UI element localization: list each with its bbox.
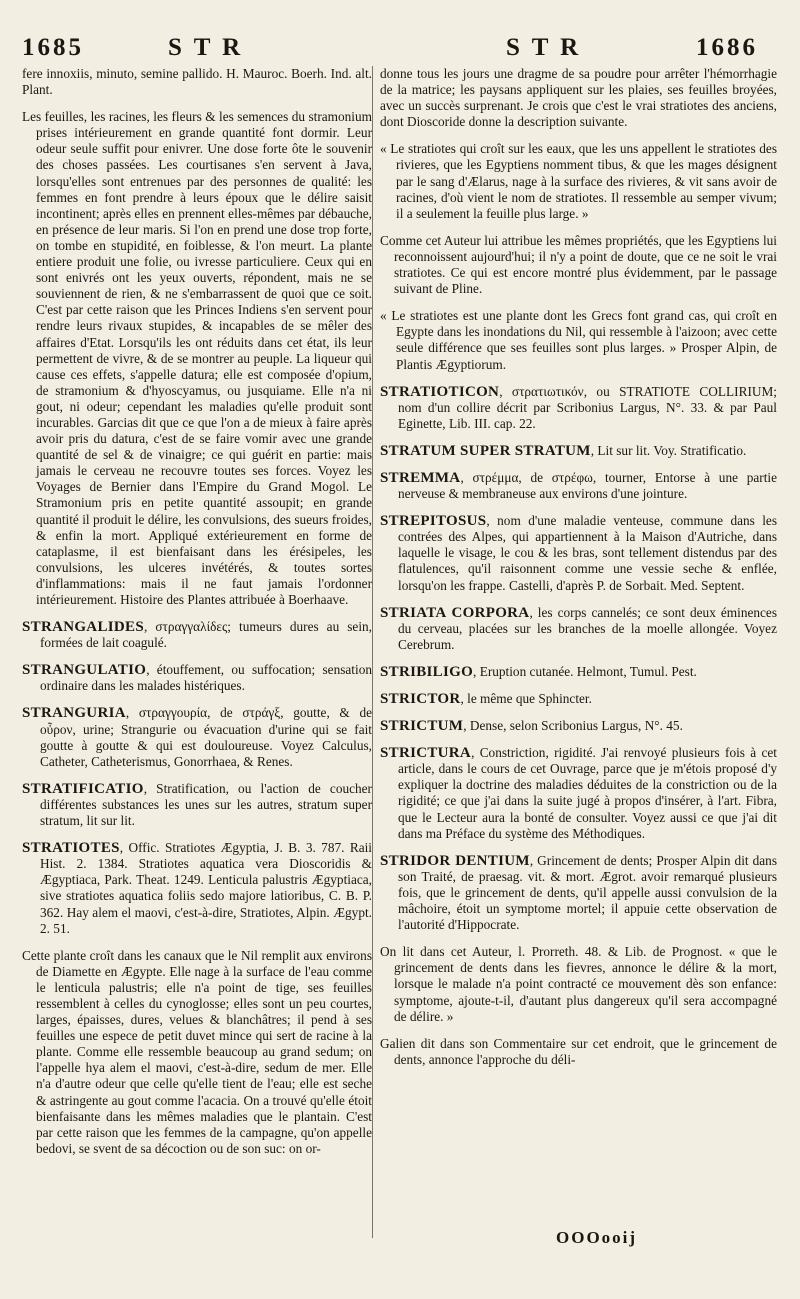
dictionary-entry xyxy=(380,513,777,593)
dictionary-entry xyxy=(380,718,777,734)
quoted-passage: « Le stratiotes qui croît sur les eaux, que les uns appellent le stratiotes des rivieres, que les Egyptiens nomment tibus, & que les mages désignent par le sang d'Ælarus, nage à la surface des rivieres, & vit sans avoir de racines, d'où vient le nom de stratiotes. Il ressemble au semper vivum; il a seulement la feuille plus large. » xyxy=(380,141,777,221)
body-paragraph: On lit dans cet Auteur, l. Prorreth. 48. & Lib. de Prognost. « que le grincement de dents dans les fievres, annonce le délire & la mort, lorsque le malade n'a point contracté ce mouvement dès son enfance: symptome, ajoute-t-il, d'autant plus dangereux qu'il sera accompagné de délire. » xyxy=(380,944,777,1024)
right-column xyxy=(380,66,777,1079)
entry-definition: , le même que Sphincter. xyxy=(460,691,592,706)
entry-headword: STRICTUM xyxy=(380,718,464,735)
entry-headword: STRATIFICATIO xyxy=(22,780,144,797)
entry-headword: STRATUM SUPER STRATUM xyxy=(380,442,591,459)
entry-definition: , Stratification, ou l'action de coucher différentes substances les unes sur les autres, stratum super stratum, lit sur lit. xyxy=(40,780,372,829)
quoted-passage: « Le stratiotes est une plante dont les Grecs font grand cas, qui croît en Egypte dans les inondations du Nil, qui ressemble à l'aizoon; avec cette seule différence que ses feuilles sont plus larges. » Prosper Alpin, de Plantis Ægyptiorum. xyxy=(380,308,777,372)
running-head-left: S T R xyxy=(168,34,244,61)
entry-definition: , Dense, selon Scribonius Largus, N°. 45. xyxy=(463,718,683,734)
continued-text: donne tous les jours une dragme de sa poudre pour arrêter l'hémorrhagie de la matrice; les paysans appliquent sur les plaies, ses feuilles broyées, avec un succès surprenant. Je crois que c'est le vrai stratiotes des anciens, dont Dioscoride donne la description suivante. xyxy=(380,66,777,130)
entry-definition: , στρατιωτικόν, ou STRATIOTE COLLIRIUM; nom d'un collire décrit par Scribonius Largus, N°. 33. & par Paul Eginette, Lib. III. cap. 22. xyxy=(398,383,777,431)
entry-headword: STREPITOSUS xyxy=(380,513,487,530)
left-column xyxy=(22,66,372,1168)
entry-definition: , στραγγαλίδες; tumeurs dures au sein, formées de lait coagulé. xyxy=(40,619,372,651)
entry-headword: STRICTOR xyxy=(380,691,461,707)
dictionary-entry xyxy=(22,840,372,937)
entry-definition: , Eruption cutanée. Helmont, Tumul. Pest. xyxy=(473,663,697,679)
entry-definition: , Constriction, rigidité. J'ai renvoyé plusieurs fois à cet article, dans le cours de cet Ouvrage, parce que je m'étois proposé d'y expliquer la doctrine des maladies déduites de la constriction ou de la rigidité; ce que j'ai dans la suite jugé à propos d'insérer, à l'art. Fibra, que le Lecteur aura la bonté de consulter. Voyez aussi ce que j'ai dit dans ma Préface du système des Méthodiques. xyxy=(398,745,777,841)
entry-headword: STRIATA CORPORA xyxy=(380,604,530,621)
entry-headword: STRICTURA xyxy=(380,745,472,762)
running-head-right: S T R xyxy=(506,34,582,61)
dictionary-entry xyxy=(380,443,777,459)
body-paragraph: Les feuilles, les racines, les fleurs & les semences du stramonium prises intérieurement en grande quantité font dormir. Leur odeur seule suffit pour enivrer. Une dose forte ôte le souvenir des choses passées. Les courtisanes s'en servent à Java, lorsqu'elles sont entrenues par des personnes de qualité: les femmes en font prendre à leurs époux que le délire saisit incontinent; après elles en prennent elles-mêmes par débauche, en présence de leur maris. Si l'on en prend une dose trop forte, on tombe en stupidité, en foiblesse, & l'on meurt. La plante entiere produit une folie, ou ivresse particuliere. Ceux qui en sont enivrés ont les yeux ouverts, répondent, mais ne se souviennent de rien, & ne s'embarrassent de quoi que ce soit. C'est par cette raison que les Princes Indiens s'en servent pour rendre leurs rivaux stupides, & incapables de se mêler des affaires d'Etat. Lorsqu'ils les ont réduits dans cet état, ils leur permettent de vivre, & de se montrer au peuple. La liqueur qui cause ces effets, s'appelle datura; elle est composée d'opium, de stramonium & d'hyoscyamus, ou jusquiame. Elle n'a ni gout, ni odeur; cependant les maladies qu'elle produit sont incurables. Garcias dit que ce que l'on a de mieux à faire après avoir pris du datura, c'est de se faire vomir avec une grande quantité de sel & de vinaigre; ce qui guérit en partie: mais jamais le cerveau ne recouvre toutes ses forces. Voyez les Voyages de Bernier dans l'Empire du Grand Mogol. Le Stramonium pris en petite quantité assoupit; en grande quantité il produit le délire, les convulsions, des sueurs froides, & enfin la mort. Appliqué extérieurement en forme de cataplasme, il est bienfaisant dans les érésipeles, les convulsions, les ulceres invétérés, & toutes sortes d'inflammations: mais il ne faut jamais l'ordonner intérieurement. Histoire des Plantes attribuée à Boerhaave. xyxy=(22,109,372,607)
continued-text: fere innoxiis, minuto, semine pallido. H. Mauroc. Boerh. Ind. alt. Plant. xyxy=(22,66,372,98)
dictionary-entry xyxy=(22,662,372,694)
dictionary-entry xyxy=(22,619,372,651)
column-divider xyxy=(372,66,373,1238)
entry-headword: STRIBILIGO xyxy=(380,663,474,680)
dictionary-entry xyxy=(380,605,777,653)
dictionary-entry xyxy=(22,705,372,769)
signature-mark: OOOooij xyxy=(556,1228,638,1247)
entry-headword: STRATIOTICON xyxy=(380,383,500,400)
entry-definition: , Lit sur lit. Voy. Stratificatio. xyxy=(590,442,747,458)
entry-definition: , στρέμμα, de στρέφω, tourner, Entorse à une partie nerveuse & membraneuse aux environs d'une jointure. xyxy=(398,469,777,502)
dictionary-entry xyxy=(380,384,777,432)
entry-definition: , Offic. Stratiotes Ægyptia, J. B. 3. 787. Raii Hist. 2. 1384. Stratiotes aquatica vera Dioscoridis & Ægyptiaca, Park. Theat. 1249. Lenticula palustris Ægyptiaca, sive stratiotes aquatica foliis sedo majore latioribus, C. B. P. 362. Hay alem el maovi, c'est-à-dire, Stratiotes, Alpin. Ægypt. 2. 51. xyxy=(40,840,372,936)
entry-headword: STRIDOR DENTIUM xyxy=(380,852,530,869)
entry-definition: , les corps cannelés; ce sont deux éminences du cerveau, placées sur les branches de la moelle allongée. Voyez Cerebrum. xyxy=(398,604,777,652)
dictionary-entry xyxy=(380,470,777,502)
page-number-right: 1686 xyxy=(696,34,758,61)
entry-definition: , étouffement, ou suffocation; sensation ordinaire dans les malades histériques. xyxy=(40,662,372,694)
entry-definition: , nom d'une maladie venteuse, commune dans les contrées des Alpes, qui appartiennent à la Maison d'Autriche, dans laquelle le visage, le cou & les bras, sont tellement distendus par des flatulences, qu'il raisonnent comme une vessie seche & enflée, lorsqu'on les frappe. Castelli, d'après P. de Sorbait. Med. Septent. xyxy=(398,513,777,593)
dictionary-entry xyxy=(380,664,777,680)
body-paragraph: Comme cet Auteur lui attribue les mêmes propriétés, que les Egyptiens lui reconnoissent aujourd'hui; il n'y a point de doute, que ce ne soit le vrai stratiotes. Ce qui est encore montré plus évidemment, par le passage suivant de Pline. xyxy=(380,232,777,297)
entry-headword: STREMMA xyxy=(380,469,461,486)
dictionary-entry xyxy=(22,781,372,829)
page-number-left: 1685 xyxy=(22,34,84,61)
entry-headword: STRATIOTES xyxy=(22,840,120,857)
body-paragraph: Cette plante croît dans les canaux que le Nil remplit aux environs de Diamette en Ægypte. Elle nage à la surface de l'eau comme le lenticula palustris; elle n'a point de tige, ses feuilles ressemblent à celles du cynoglosse; elles sont un peu courtes, larges, épaisses, dures, velues & blanchâtres; il pend à ses feuilles une espece de petit duvet mince qui sert de racine à la plante. Comme elle ressemble beaucoup au grand sedum; on l'appelle hya alem el maovi, c'est-à-dire, sedum de mer. Elle n'a d'autre odeur que celle qu'elle tient de l'eau; elle est seche & astringente au gout comme l'acacia. On a trouvé qu'elle étoit bienfaisante dans les mêmes maladies que le plantain. C'est par cette raison que les femmes de la campagne, qu'on appelle bedovi, se svent de sa décoction ou de son suc: on or- xyxy=(22,947,372,1156)
entry-definition: , Grincement de dents; Prosper Alpin dit dans son Traité, de praesag. vit. & mort. Ægrot. avoir remarqué plusieurs fois, que le grincement de dents, qu'il appelle aussi convulsion de la mâchoire, étoit un symptome mortel; il appuie cette observation de l'autorité d'Hippocrate. xyxy=(398,852,777,933)
body-paragraph: Galien dit dans son Commentaire sur cet endroit, que le grincement de dents, annonce l'approche du déli- xyxy=(380,1035,777,1067)
dictionary-entry xyxy=(380,853,777,933)
entry-headword: STRANGALIDES xyxy=(22,619,144,636)
dictionary-entry xyxy=(380,691,777,707)
dictionary-entry xyxy=(380,745,777,842)
entry-definition: , στραγγουρία, de στράγξ, goutte, & de οὖρον, urine; Strangurie ou évacuation d'urine qui se fait goutte à goutte & qui est douloureuse. Voyez Calculus, Catheter, Catheterismus, Gonorrhaea, & Renes. xyxy=(40,705,372,769)
entry-headword: STRANGURIA xyxy=(22,705,126,722)
entry-headword: STRANGULATIO xyxy=(22,662,147,679)
